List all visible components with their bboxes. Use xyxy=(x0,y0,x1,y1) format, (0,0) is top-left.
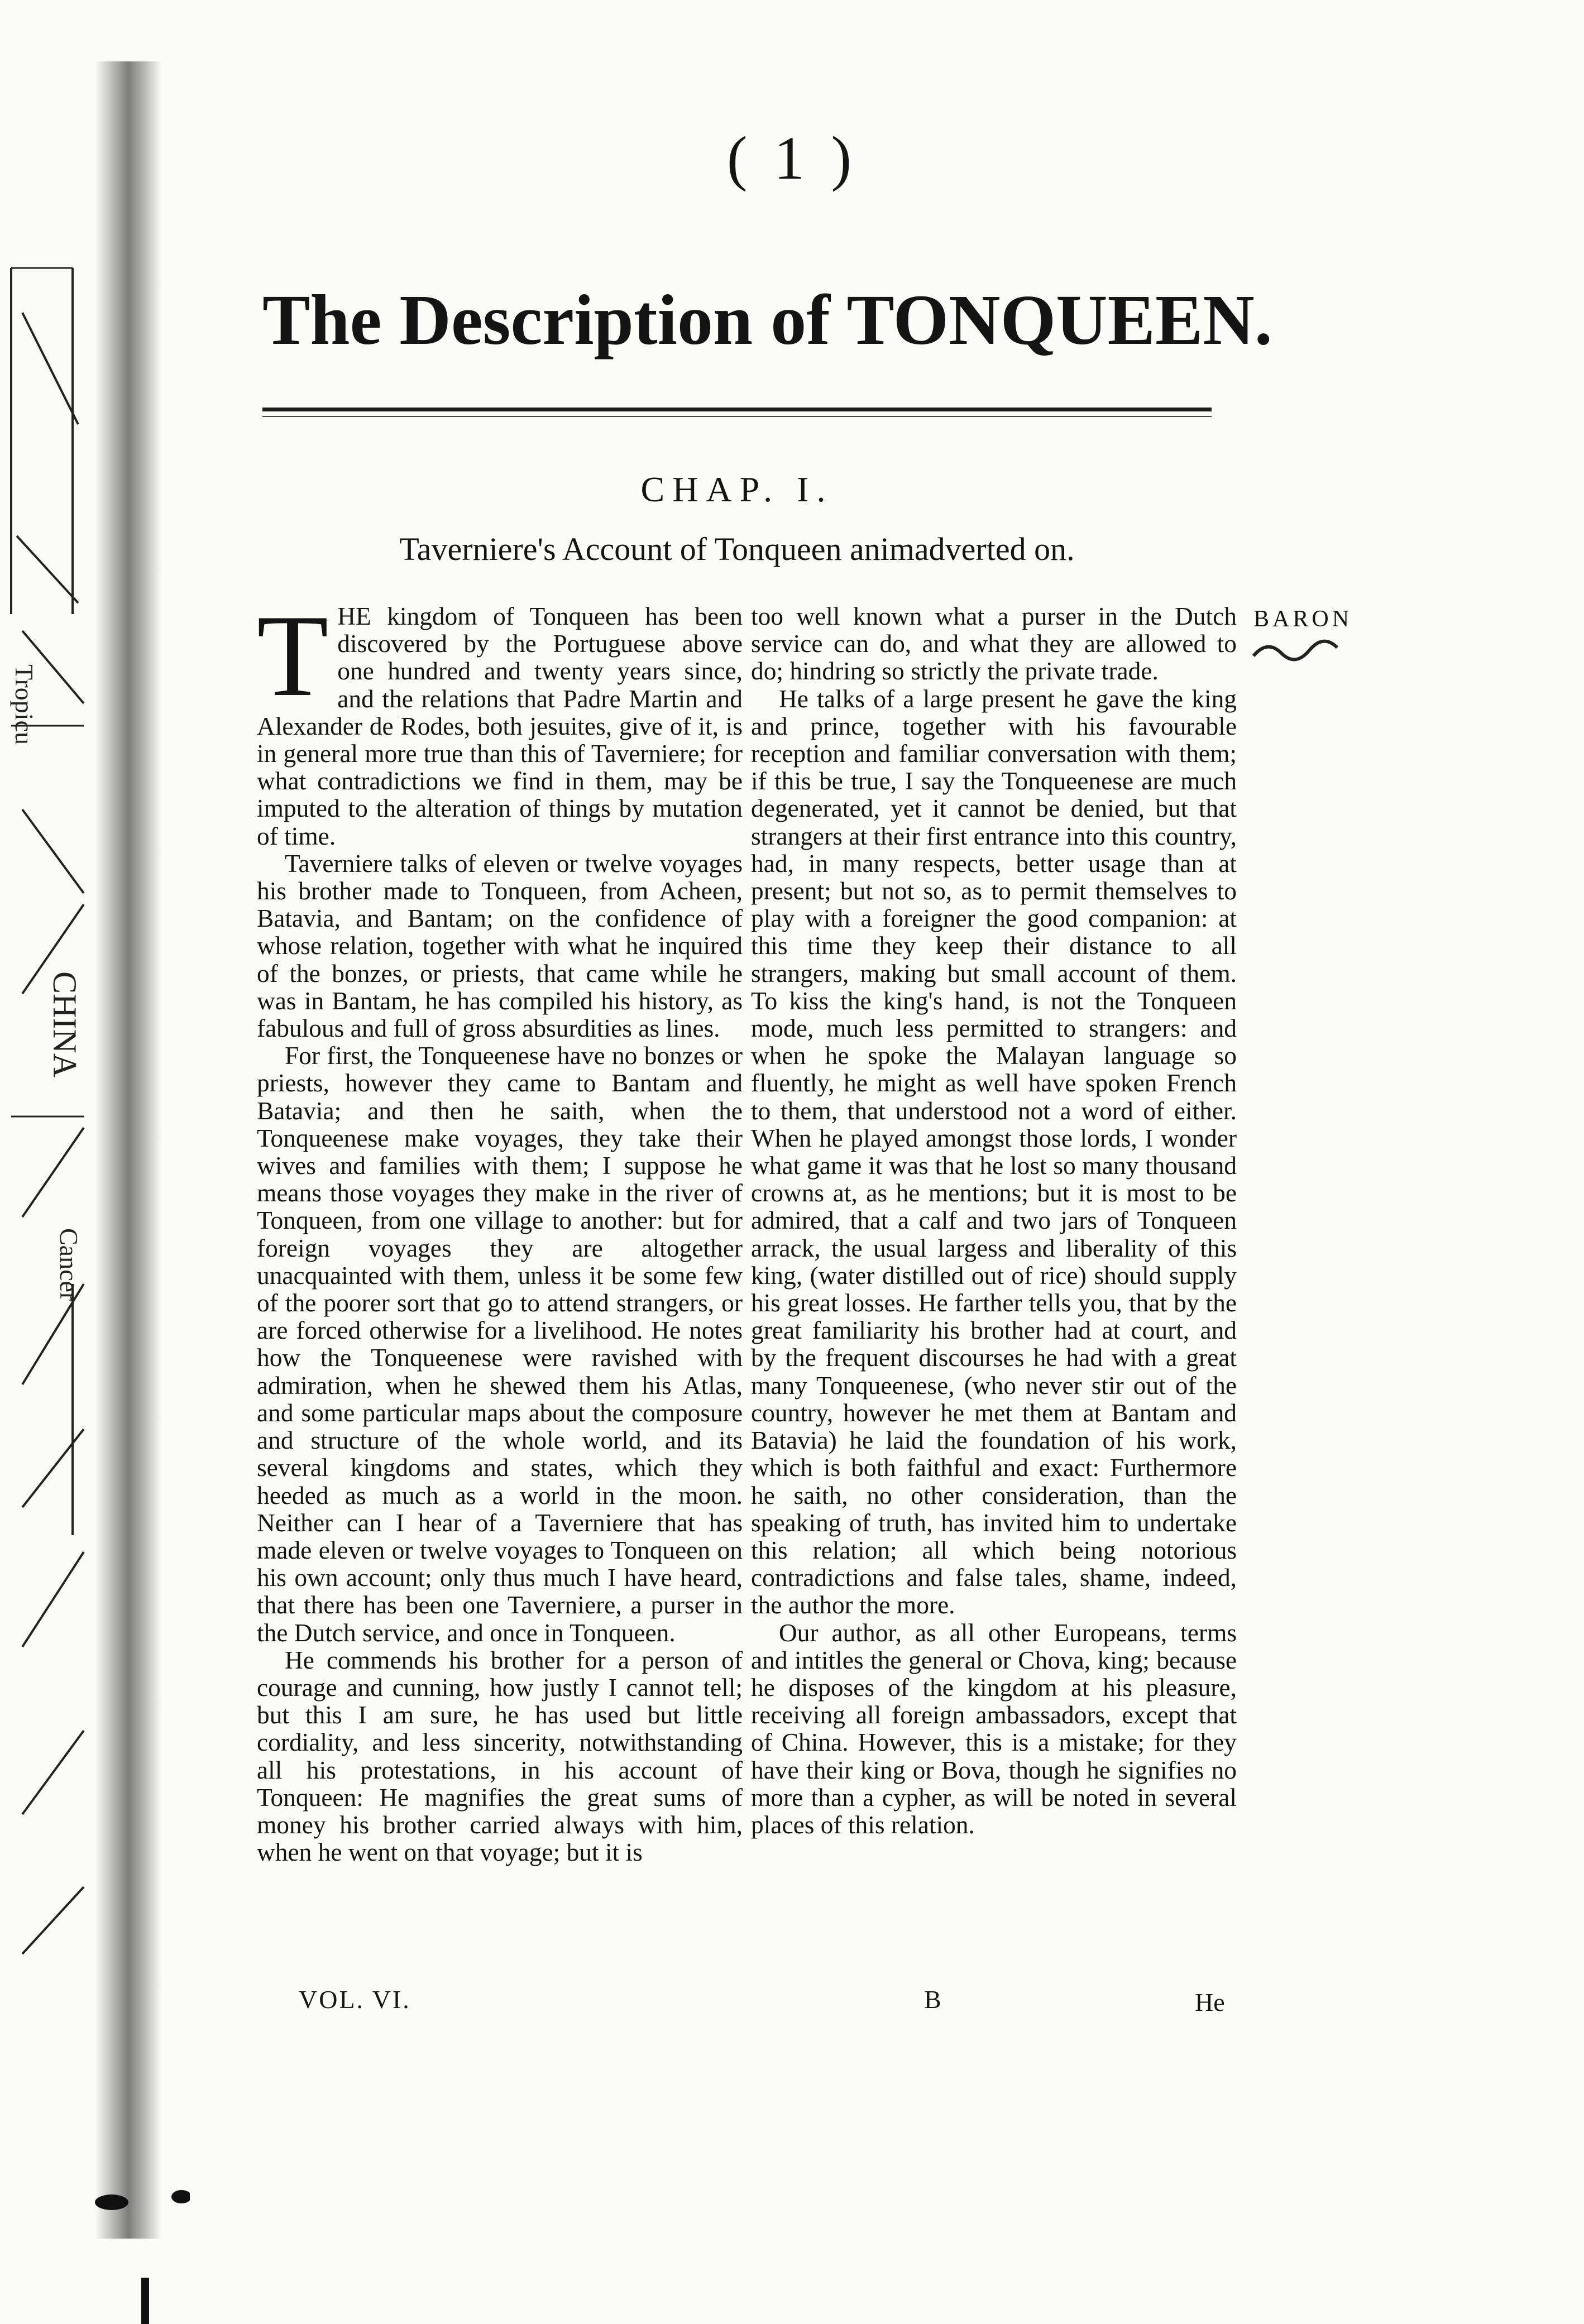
paragraph: He talks of a large present he gave the king and prince, together with his favourable reception and familiar conversation with them; if this be true, I say the Tonqueenese are much degenerated, yet it cannot be denied, but that strangers at their first entrance into this country, had, in many respects, better usage than at present; but not so, as to permit themselves to play with a foreigner the good companion: at this time they keep their distance to all strangers, making but small account of them. To kiss the king's hand, is not the Tonqueen mode, much less permitted to strangers: and when he spoke the Malayan language so fluently, he might as well have spoken French to them, that understood not a word of either. When he played amongst those lords, I wonder what game it was that he lost so many thousand crowns at, as he mentions; but it is most to be admired, that a calf and two jars of Tonqueen arrack, the usual largess and liberality of this king, (water distilled out of rice) should supply his great losses. He farther tells you, that by the great familiarity his brother had at court, and by the frequent discourses he had with a great many Tonqueenese, (who never stir out of the country, however he met them at Bantam and Batavia) he laid the foundation of his work, which is both faithful and exact: Furthermore he saith, no other consideration, than the speaking of truth, has invited him to undertake this relation; all which being notorious contradictions and false tales, shame, indeed, the author the more. xyxy=(751,684,1237,1619)
chapter-subtitle: Taverniere's Account of Tonqueen animadverted on. xyxy=(399,531,1075,567)
margin-note: BARON xyxy=(1253,606,1353,632)
title-rule-thin xyxy=(262,416,1212,417)
catchword: He xyxy=(1195,1988,1225,2016)
volume-number: VOL. VI. xyxy=(299,1985,411,2014)
map-label-china: CHINA xyxy=(46,971,83,1077)
page-title: The Description of TONQUEEN. xyxy=(262,280,1272,360)
paragraph: THE kingdom of Tonqueen has been discovered by the Portuguese above one hundred and twenty years since, and the relations that Padre Martin and Alexander de Rodes, both jesuites, give of it, is in general more true than this of Taverniere; for what contradictions we find in them, may be imputed to the alteration of things by mutation of time. xyxy=(257,591,743,850)
flourish-ornament xyxy=(1251,636,1340,664)
paragraph: Our author, as all other Europeans, terms and intitles the general or Chova, king; because he disposes of the kingdom at his pleasure, receiving all foreign ambassadors, except that of China. However, this is a mistake; for they have their king or Bova, though he signifies no more than a cypher, as will be noted in several places of this relation. xyxy=(751,1618,1237,1839)
signature-mark: B xyxy=(924,1985,941,2014)
drop-cap: T xyxy=(257,591,329,721)
text-column-right xyxy=(751,603,1237,1839)
paragraph: For first, the Tonqueenese have no bonzes or priests, however they came to Bantam and Batavia; and then he saith, when the Tonqueenese make voyages, they take their wives and families with them; I suppose he means those voyages they make in the river of Tonqueen, from one village to another: but for foreign voyages they are altogether unacquainted with them, unless it be some few of the poorer sort that go to attend strangers, or are forced otherwise for a livelihood. He notes how the Tonqueenese were ravished with admiration, when he shewed them his Atlas, and some particular maps about the composure and structure of the whole world, and its several kingdoms and states, which they heeded as much as a world in the moon. Neither can I hear of a Taverniere that has made eleven or twelve voyages to Tonqueen on his own account; only thus much I have heard, that there has been one Taverniere, a purser in the Dutch service, and once in Tonqueen. xyxy=(257,1042,743,1647)
map-label-cancer: Cancer xyxy=(55,1228,83,1301)
chapter-heading: CHAP. I. xyxy=(640,469,834,509)
text-column-left xyxy=(257,591,743,1867)
page-folio: ( 1 ) xyxy=(726,124,858,192)
map-label-tropic: Tropicu xyxy=(10,664,39,745)
paragraph: Taverniere talks of eleven or twelve voyages his brother made to Tonqueen, from Acheen, Batavia, and Bantam; on the confidence of whose relation, together with what he inquired of the bonzes, or priests, that came while he was in Bantam, he has compiled his history, as fabulous and full of gross absurdities as lines. xyxy=(257,849,743,1043)
paragraph: too well known what a purser in the Dutch service can do, and what they are allowed to do; hindring so strictly the private trade. xyxy=(751,602,1237,686)
paragraph: He commends his brother for a person of courage and cunning, how justly I cannot tell; but this I am sure, he has used but little cordiality, and less sincerity, notwithstanding all his protestations, in his account of Tonqueen: He magnifies the great sums of money his brother carried always with him, when he went on that voyage; but it is xyxy=(257,1646,743,1867)
scanned-binding-edge xyxy=(0,0,190,2324)
map-fragment-lines xyxy=(0,0,190,2324)
title-rule xyxy=(262,408,1212,411)
